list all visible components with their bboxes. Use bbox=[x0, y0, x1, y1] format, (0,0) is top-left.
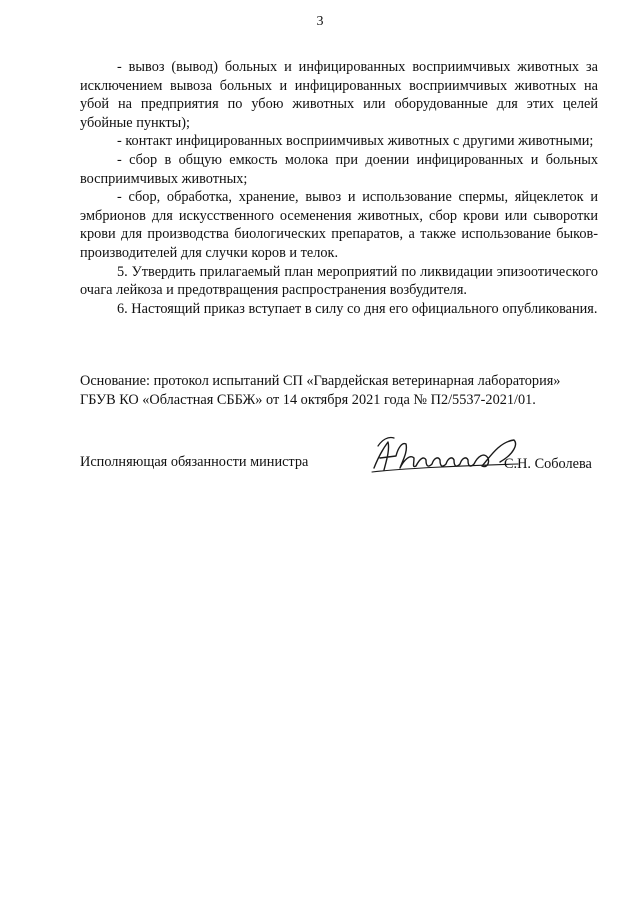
document-body bbox=[80, 58, 598, 318]
paragraph-sperm-ban: - сбор, обработка, хранение, вывоз и использование спермы, яйцеклеток и эмбрионов для искусственного осеменения животных, сбор крови или сыворотки крови для производства биологических препаратов, а также использование быков-производителей для случки коров и телок. bbox=[80, 189, 598, 261]
signer-name: С.Н. Соболева bbox=[504, 456, 592, 472]
page-number: 3 bbox=[316, 14, 324, 29]
paragraph-item-5: 5. Утвердить прилагаемый план мероприятий по ликвидации эпизоотического очага лейкоза и предотвращения распространения возбудителя. bbox=[80, 263, 598, 299]
paragraph-export-ban: - вывоз (вывод) больных и инфицированных восприимчивых животных за исключением вывоза больных и инфицированных восприимчивых животных на убой на предприятия по убою животных или оборудованные для этих целей убойные пункты); bbox=[80, 59, 598, 131]
paragraph-item-6: 6. Настоящий приказ вступает в силу со дня его официального опубликования. bbox=[117, 300, 598, 317]
basis-note: Основание: протокол испытаний СП «Гвардейская ветеринарная лаборатория» ГБУВ КО «Областная СББЖ» от 14 октября 2021 года № П2/5537-2021/01. bbox=[80, 373, 561, 408]
paragraph-contact-ban: - контакт инфицированных восприимчивых животных с другими животными; bbox=[117, 133, 594, 150]
signer-title: Исполняющая обязанности министра bbox=[80, 454, 309, 470]
paragraph-milk-ban: - сбор в общую емкость молока при доении инфицированных и больных восприимчивых животных; bbox=[80, 151, 598, 187]
